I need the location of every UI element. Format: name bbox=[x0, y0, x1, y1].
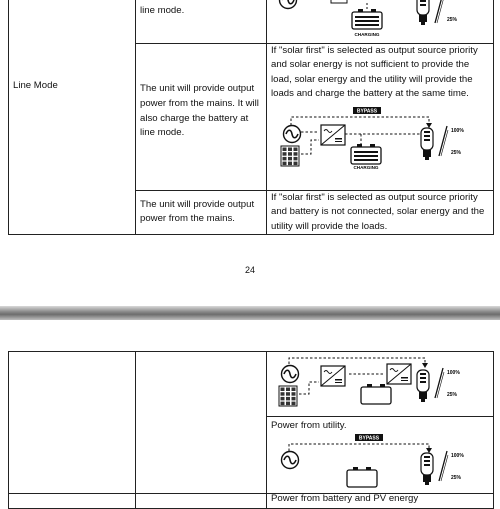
description-cell bbox=[136, 493, 267, 508]
diagram-cell bbox=[267, 0, 494, 43]
lamp-icon bbox=[417, 370, 429, 402]
row-text: line mode. bbox=[140, 4, 185, 16]
detail-cell bbox=[267, 43, 494, 190]
description-cell bbox=[136, 0, 267, 43]
row-text: The unit will provide output power from the mains. bbox=[140, 198, 255, 225]
battery-charging-icon bbox=[351, 144, 381, 164]
level-high-label: 100% bbox=[451, 127, 464, 134]
row-text: Power from battery and PV energy bbox=[271, 492, 419, 504]
bypass-label: BYPASS bbox=[356, 108, 378, 115]
level-indicator-icon bbox=[439, 451, 448, 481]
ac-source-icon bbox=[280, 0, 297, 9]
row-text: If "solar first" is selected as output source priority and battery is not connected, solar energy and the utility will provide the loads. bbox=[271, 191, 485, 232]
level-indicator-icon bbox=[435, 368, 444, 398]
inverter-icon bbox=[321, 125, 345, 145]
inverter-output-icon bbox=[387, 364, 411, 384]
page-number: 24 bbox=[244, 265, 255, 275]
table-row bbox=[9, 0, 494, 43]
power-flow-diagram bbox=[267, 0, 493, 37]
charging-label: CHARGING bbox=[354, 32, 380, 37]
detail-cell bbox=[267, 493, 494, 508]
detail-cell bbox=[267, 190, 494, 235]
page-separator bbox=[0, 306, 500, 320]
level-low-label: 25% bbox=[447, 17, 458, 23]
level-low-label: 25% bbox=[451, 475, 462, 482]
charging-label: CHARGING bbox=[353, 164, 379, 170]
level-high-label: 100% bbox=[451, 453, 464, 460]
lamp-icon bbox=[421, 128, 433, 160]
lamp-icon bbox=[421, 453, 433, 485]
ac-source-icon bbox=[282, 366, 299, 383]
table-row bbox=[9, 493, 494, 508]
solar-panel-icon bbox=[281, 146, 299, 166]
battery-charging-icon bbox=[352, 9, 382, 29]
level-indicator-icon bbox=[439, 126, 448, 156]
level-low-label: 25% bbox=[447, 392, 458, 398]
ac-source-icon bbox=[284, 125, 301, 142]
battery-icon bbox=[361, 384, 391, 404]
description-cell bbox=[136, 190, 267, 235]
operation-mode-table-continued bbox=[8, 351, 494, 509]
level-indicator-icon bbox=[435, 0, 444, 23]
level-low-label: 25% bbox=[451, 149, 462, 156]
operation-mode-table bbox=[8, 0, 494, 235]
ac-source-icon bbox=[282, 452, 299, 469]
inverter-icon bbox=[331, 0, 347, 3]
table-row bbox=[9, 352, 494, 417]
detail-cell bbox=[267, 416, 494, 493]
battery-icon bbox=[347, 467, 377, 487]
lamp-icon bbox=[417, 0, 429, 25]
description-cell bbox=[136, 43, 267, 190]
description-cell bbox=[136, 352, 267, 494]
row-text: The unit will provide output power from the mains. It will also charge the battery at line mode. bbox=[140, 83, 259, 139]
mode-label: Line Mode bbox=[13, 79, 58, 91]
bypass-label: BYPASS bbox=[358, 435, 380, 442]
row-text: Power from utility. bbox=[271, 419, 347, 431]
power-flow-diagram bbox=[267, 352, 493, 410]
solar-panel-icon bbox=[279, 386, 297, 406]
power-flow-diagram bbox=[271, 106, 489, 170]
mode-cell bbox=[9, 0, 136, 235]
inverter-icon bbox=[321, 366, 345, 386]
mode-cell bbox=[9, 352, 136, 494]
document-page-bottom bbox=[0, 320, 500, 504]
power-flow-diagram bbox=[271, 433, 489, 489]
diagram-cell bbox=[267, 352, 494, 417]
row-text: If "solar first" is selected as output source priority and solar energy is not sufficient to provide the load, solar energy and the utility will provide the loads and charge the battery at the same time. bbox=[271, 44, 478, 100]
mode-cell bbox=[9, 493, 136, 508]
level-high-label: 100% bbox=[447, 370, 460, 376]
